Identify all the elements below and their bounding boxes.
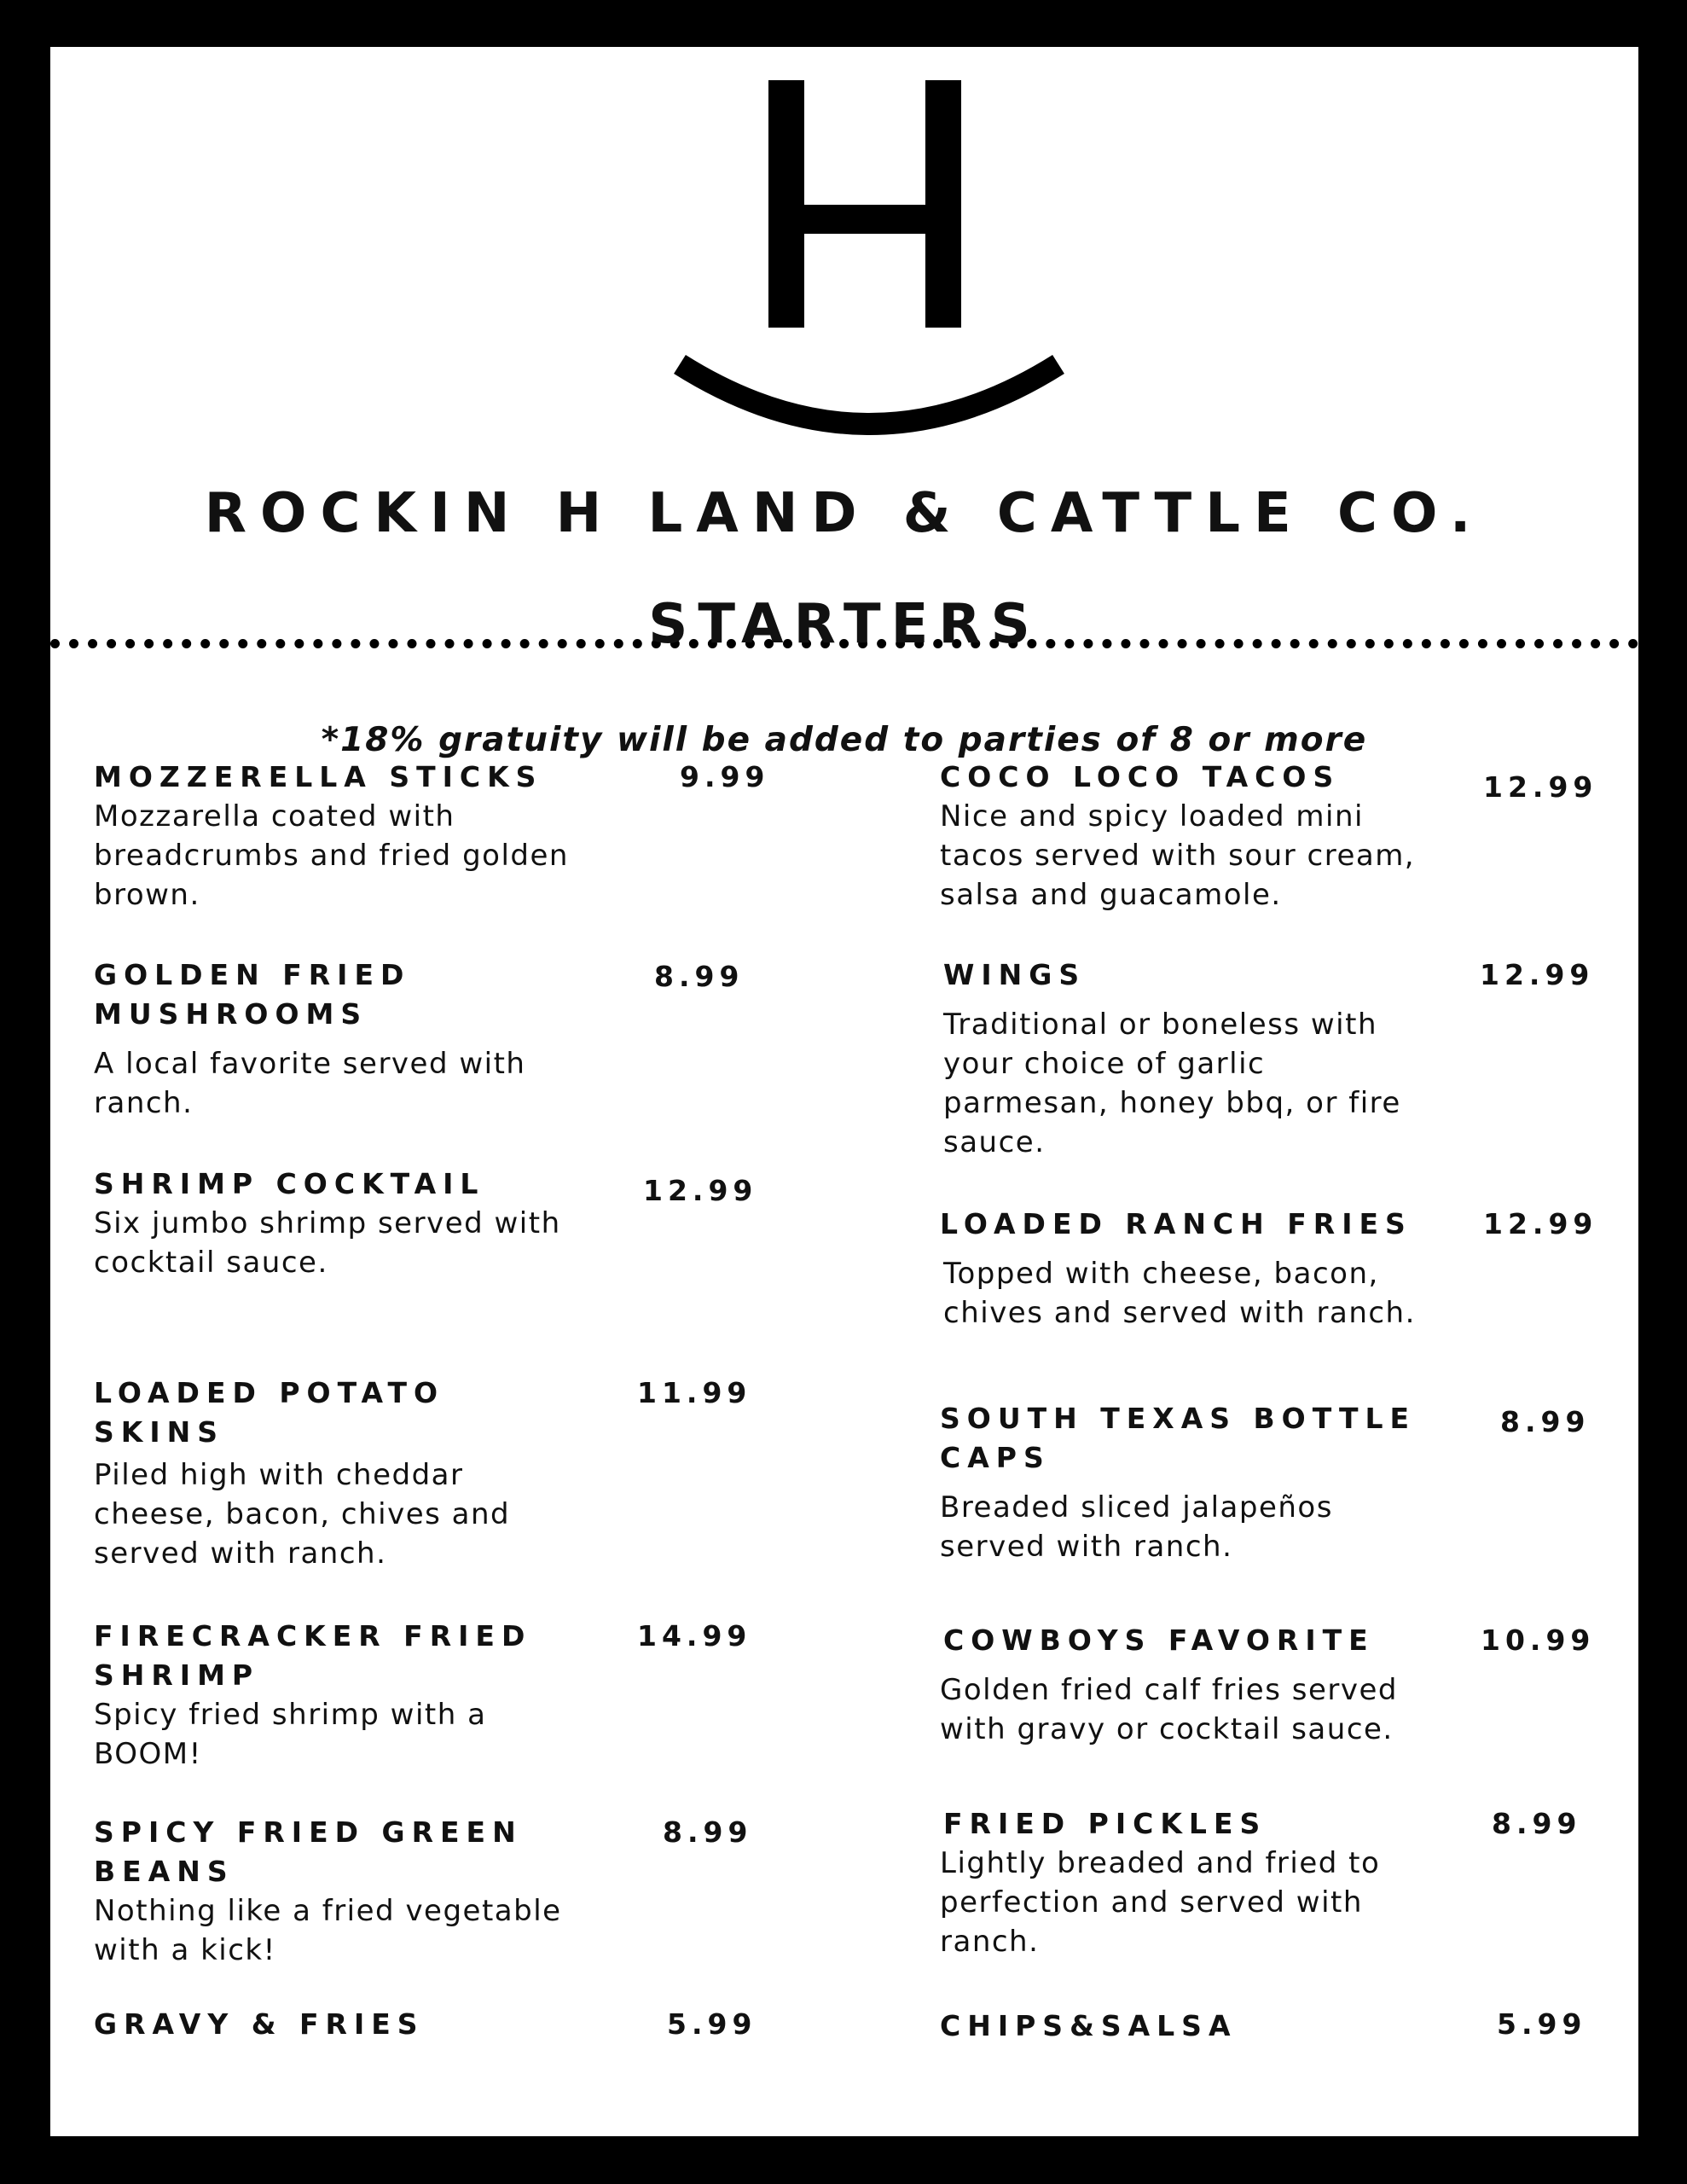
gratuity-note: *18% gratuity will be added to parties of 8 or more: [321, 721, 1368, 759]
menu-item: [940, 758, 1435, 915]
menu-item: [940, 1399, 1417, 1566]
item-price: 12.99: [643, 1174, 758, 1207]
item-price: 12.99: [1480, 958, 1595, 991]
restaurant-title: ROCKIN H LAND & CATTLE CO.: [204, 482, 1485, 545]
item-description: Mozzarella coated with breadcrumbs and fried golden brown.: [94, 799, 569, 912]
item-price: 11.99: [637, 1376, 752, 1409]
item-price: 12.99: [1483, 1207, 1598, 1240]
item-name: SHRIMP COCKTAIL: [94, 1167, 485, 1200]
item-price: 9.99: [680, 760, 770, 793]
item-name: FRIED PICKLES: [943, 1807, 1267, 1840]
item-description: Piled high with cheddar cheese, bacon, chives and served with ranch.: [94, 1458, 511, 1571]
item-description: Golden fried calf fries served with gravy or cocktail sauce.: [940, 1673, 1398, 1746]
item-name: SPICY FRIED GREEN BEANS: [94, 1815, 523, 1888]
menu-page: [50, 47, 1638, 2136]
item-price: 8.99: [663, 1815, 753, 1849]
item-price: 8.99: [1500, 1405, 1591, 1438]
item-price: 10.99: [1481, 1623, 1596, 1657]
item-name: COCO LOCO TACOS: [940, 760, 1341, 793]
menu-item: [940, 2007, 1417, 2046]
item-description: Six jumbo shrimp served with cocktail sauce.: [94, 1206, 561, 1280]
menu-item: [943, 956, 1438, 1162]
menu-item: [940, 1205, 1435, 1333]
item-price: 5.99: [1497, 2007, 1587, 2041]
item-description: Lightly breaded and fried to perfection and served with ranch.: [940, 1846, 1381, 1959]
item-description: Traditional or boneless with your choice of garlic parmesan, honey bbq, or fire sauce.: [943, 1008, 1401, 1159]
item-description: Topped with cheese, bacon, chives and served with ranch.: [943, 1257, 1416, 1330]
item-description: A local favorite served with ranch.: [94, 1047, 526, 1120]
item-name: COWBOYS FAVORITE: [943, 1623, 1375, 1657]
item-price: 8.99: [1492, 1807, 1582, 1840]
item-price: 5.99: [667, 2007, 757, 2041]
menu-item: [94, 956, 526, 1123]
menu-item: [94, 758, 614, 915]
item-name: CHIPS&SALSA: [940, 2009, 1238, 2042]
item-description: Breaded sliced jalapeños served with ranch.: [940, 1490, 1333, 1564]
item-price: 14.99: [637, 1619, 752, 1653]
section-heading-starters: STARTERS: [648, 593, 1041, 656]
item-price: 12.99: [1483, 770, 1598, 804]
menu-item: [94, 1617, 554, 1774]
menu-item: [94, 1813, 562, 1970]
item-description: Spicy fried shrimp with a BOOM!: [94, 1698, 487, 1771]
item-name: SOUTH TEXAS BOTTLE CAPS: [940, 1402, 1417, 1474]
item-name: MOZZERELLA STICKS: [94, 760, 543, 793]
item-description: Nothing like a fried vegetable with a kick!: [94, 1894, 562, 1967]
menu-item: [94, 2005, 606, 2044]
menu-item: [940, 1804, 1417, 1961]
item-name: GRAVY & FRIES: [94, 2007, 425, 2041]
item-name: LOADED RANCH FRIES: [940, 1207, 1412, 1240]
item-name: WINGS: [943, 958, 1087, 991]
rockin-h-logo: [673, 61, 1065, 471]
item-name: GOLDEN FRIED MUSHROOMS: [94, 958, 411, 1031]
item-price: 8.99: [654, 960, 745, 993]
menu-item: [94, 1374, 511, 1573]
menu-item: [94, 1165, 606, 1282]
item-name: FIRECRACKER FRIED SHRIMP: [94, 1619, 532, 1692]
menu-item: [940, 1621, 1435, 1749]
item-description: Nice and spicy loaded mini tacos served with sour cream, salsa and guacamole.: [940, 799, 1416, 912]
item-name: LOADED POTATO SKINS: [94, 1376, 445, 1449]
